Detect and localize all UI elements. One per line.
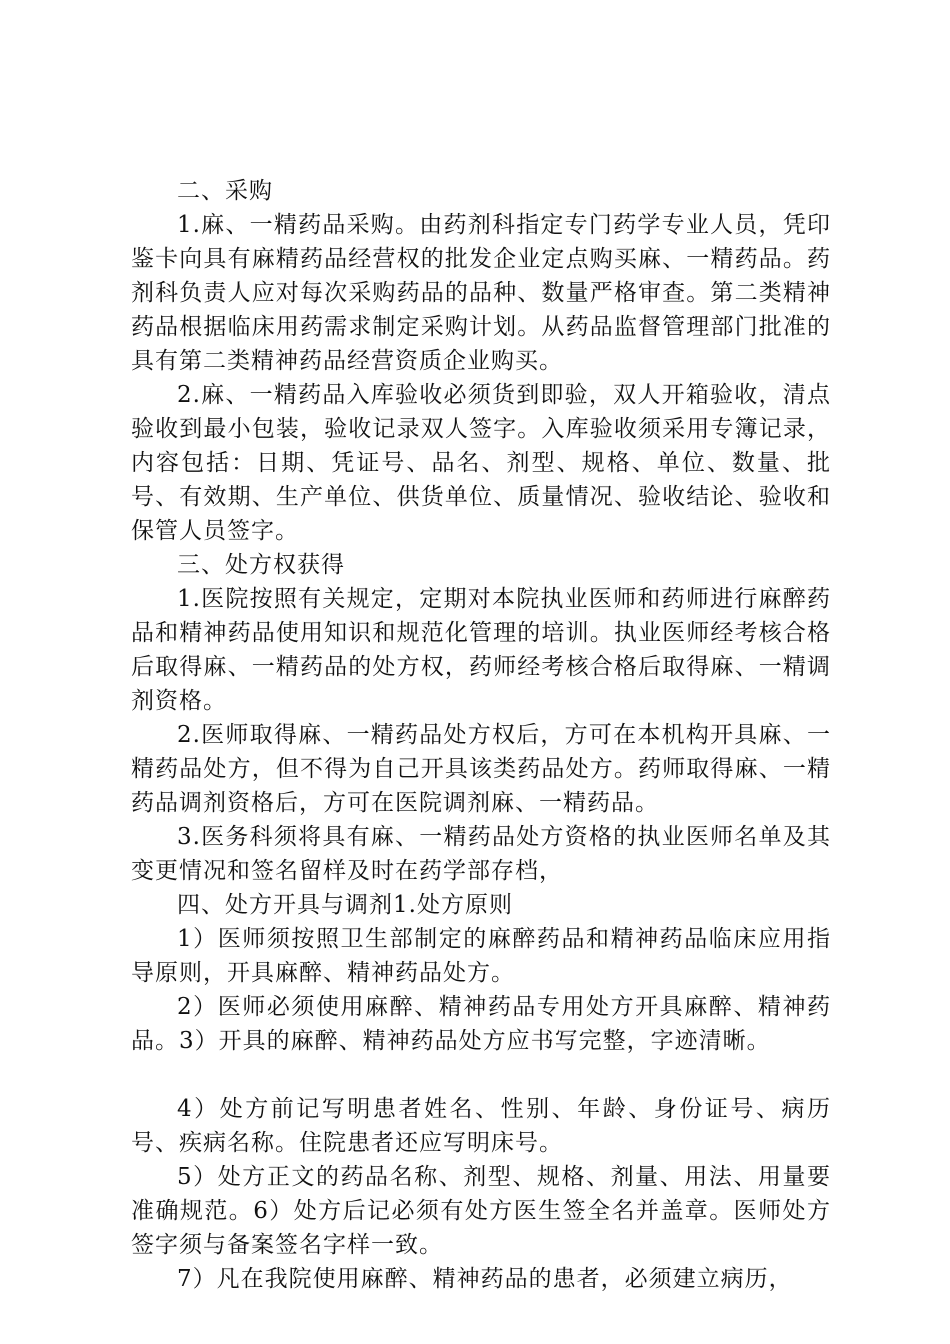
paragraph-procurement-1: 1.麻、一精药品采购。由药剂科指定专门药学专业人员，凭印鉴卡向具有麻精药品经营权的批发企业定点购买麻、一精药品。药剂科负责人应对每次采购药品的品种、数量严格审查。第二类精神药品根据临床用药需求制定采购计划。从药品监督管理部门批准的具有第二类精神药品经营资质企业购买。: [131, 212, 831, 374]
paragraph-prescribing-4: 4）处方前记写明患者姓名、性别、年龄、身份证号、病历号、疾病名称。住院患者还应写明床号。: [131, 1096, 831, 1156]
document-body: [131, 174, 831, 1296]
paragraph-prescription-right-1: 1.医院按照有关规定，定期对本院执业医师和药师进行麻醉药品和精神药品使用知识和规范化管理的培训。执业医师经考核合格后取得麻、一精药品的处方权，药师经考核合格后取得麻、一精调剂资格。: [131, 586, 831, 714]
paragraph-prescription-right-2: 2.医师取得麻、一精药品处方权后，方可在本机构开具麻、一精药品处方，但不得为自己开具该类药品处方。药师取得麻、一精药品调剂资格后，方可在医院调剂麻、一精药品。: [131, 722, 831, 816]
paragraph-spacer: [131, 1058, 831, 1092]
paragraph-prescribing-1: 1）医师须按照卫生部制定的麻醉药品和精神药品临床应用指导原则，开具麻醉、精神药品处方。: [131, 926, 831, 986]
paragraph-prescribing-5: 5）处方正文的药品名称、剂型、规格、剂量、用法、用量要准确规范。6）处方后记必须有处方医生签全名并盖章。医师处方签字须与备案签名字样一致。: [131, 1164, 831, 1258]
section-heading-procurement: 二、采购: [177, 178, 273, 204]
paragraph-prescribing-7: 7）凡在我院使用麻醉、精神药品的患者，必须建立病历，: [177, 1266, 793, 1292]
paragraph-procurement-2: 2.麻、一精药品入库验收必须货到即验，双人开箱验收，清点验收到最小包装，验收记录双人签字。入库验收须采用专簿记录，内容包括：日期、凭证号、品名、剂型、规格、单位、数量、批号、有效期、生产单位、供货单位、质量情况、验收结论、验收和保管人员签字。: [131, 382, 831, 544]
paragraph-prescribing-2: 2）医师必须使用麻醉、精神药品专用处方开具麻醉、精神药品。3）开具的麻醉、精神药品处方应书写完整，字迹清晰。: [131, 994, 831, 1054]
paragraph-prescription-right-3: 3.医务科须将具有麻、一精药品处方资格的执业医师名单及其变更情况和签名留样及时在药学部存档，: [131, 824, 831, 884]
section-heading-prescribing: 四、处方开具与调剂1.处方原则: [177, 892, 513, 918]
section-heading-prescription-right: 三、处方权获得: [177, 552, 345, 578]
